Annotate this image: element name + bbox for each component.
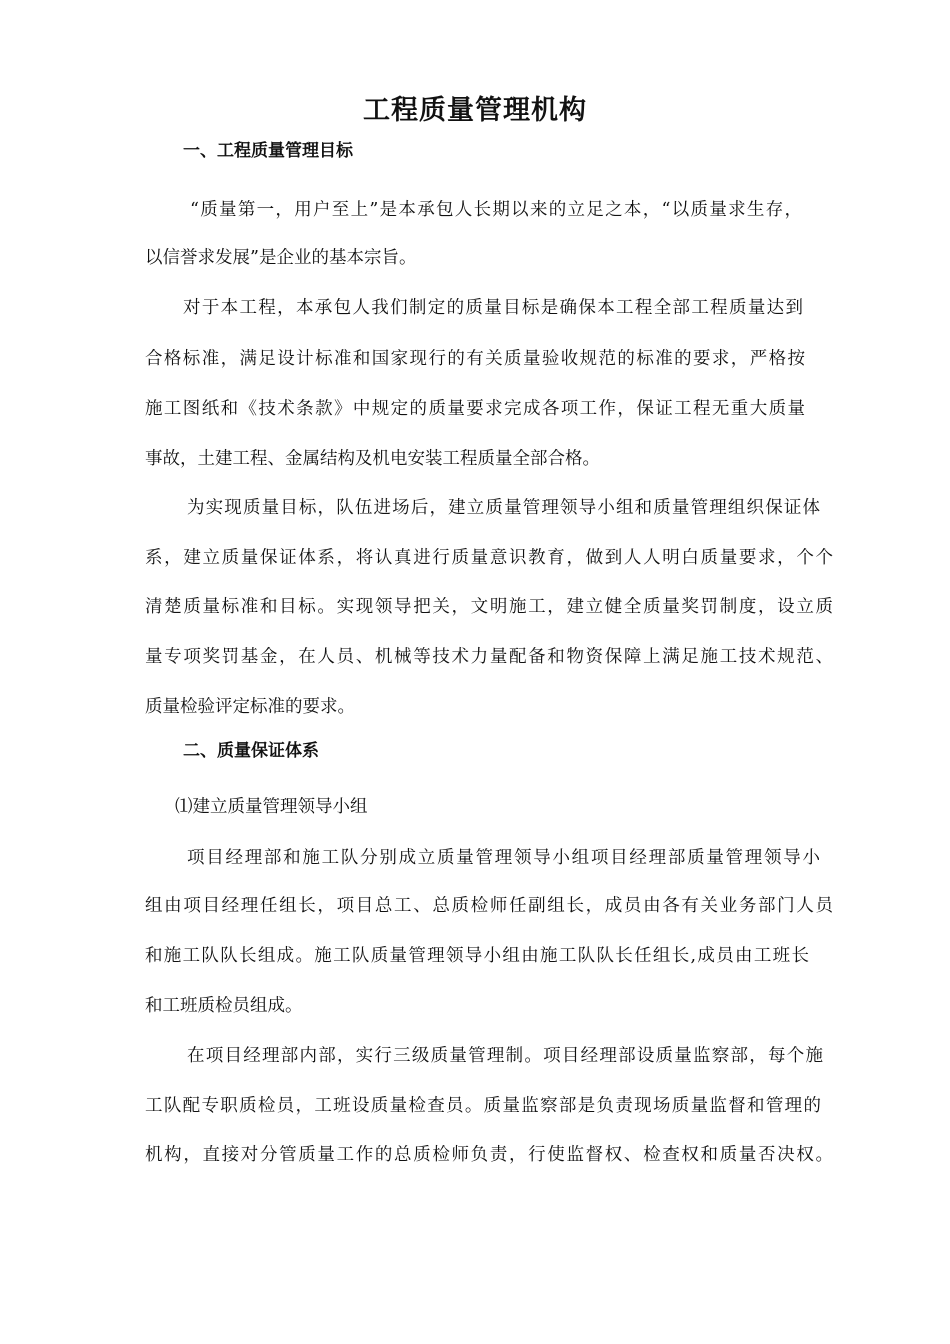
- paragraph-3-line-2: 系，建立质量保证体系，将认真进行质量意识教育，做到人人明白质量要求，个个: [145, 548, 833, 568]
- section-heading-quality-goal: 一、工程质量管理目标: [183, 141, 353, 161]
- paragraph-5-line-1: 在项目经理部内部，实行三级质量管理制。项目经理部设质量监察部，每个施: [187, 1046, 823, 1066]
- paragraph-4-line-2: 组由项目经理任组长，项目总工、总质检师任副组长，成员由各有关业务部门人员: [145, 896, 833, 916]
- paragraph-2-line-2: 合格标准，满足设计标准和国家现行的有关质量验收规范的标准的要求，严格按: [145, 349, 805, 369]
- paragraph-3-line-4: 量专项奖罚基金，在人员、机械等技术力量配备和物资保障上满足施工技术规范、: [145, 647, 833, 667]
- subheading-leadership-group: ⑴建立质量管理领导小组: [175, 797, 368, 817]
- paragraph-5-line-3: 机构，直接对分管质量工作的总质检师负责，行使监督权、检查权和质量否决权。: [145, 1145, 833, 1165]
- paragraph-4-line-1: 项目经理部和施工队分别成立质量管理领导小组项目经理部质量管理领导小: [187, 848, 820, 868]
- paragraph-3-line-3: 清楚质量标准和目标。实现领导把关，文明施工，建立健全质量奖罚制度，设立质: [145, 597, 833, 617]
- paragraph-2-line-4: 事故，土建工程、金属结构及机电安装工程质量全部合格。: [145, 449, 600, 469]
- paragraph-1-line-2: 以信誉求发展”是企业的基本宗旨。: [145, 248, 417, 268]
- paragraph-2-line-3: 施工图纸和《技术条款》中规定的质量要求完成各项工作，保证工程无重大质量: [145, 399, 805, 419]
- paragraph-4-line-3: 和施工队队长组成。施工队质量管理领导小组由施工队队长任组长,成员由工班长: [145, 946, 809, 966]
- section-heading-quality-assurance: 二、质量保证体系: [183, 741, 319, 761]
- paragraph-2-line-1: 对于本工程，本承包人我们制定的质量目标是确保本工程全部工程质量达到: [183, 298, 803, 318]
- paragraph-4-line-4: 和工班质检员组成。: [145, 996, 303, 1016]
- document-title: 工程质量管理机构: [363, 95, 587, 126]
- paragraph-1-line-1: “质量第一，用户至上”是本承包人长期以来的立足之本，“以质量求生存，: [190, 200, 802, 220]
- paragraph-3-line-5: 质量检验评定标准的要求。: [145, 697, 355, 717]
- paragraph-3-line-1: 为实现质量目标，队伍进场后，建立质量管理领导小组和质量管理组织保证体: [187, 498, 820, 518]
- paragraph-5-line-2: 工队配专职质检员，工班设质量检查员。质量监察部是负责现场质量监督和管理的: [145, 1096, 821, 1116]
